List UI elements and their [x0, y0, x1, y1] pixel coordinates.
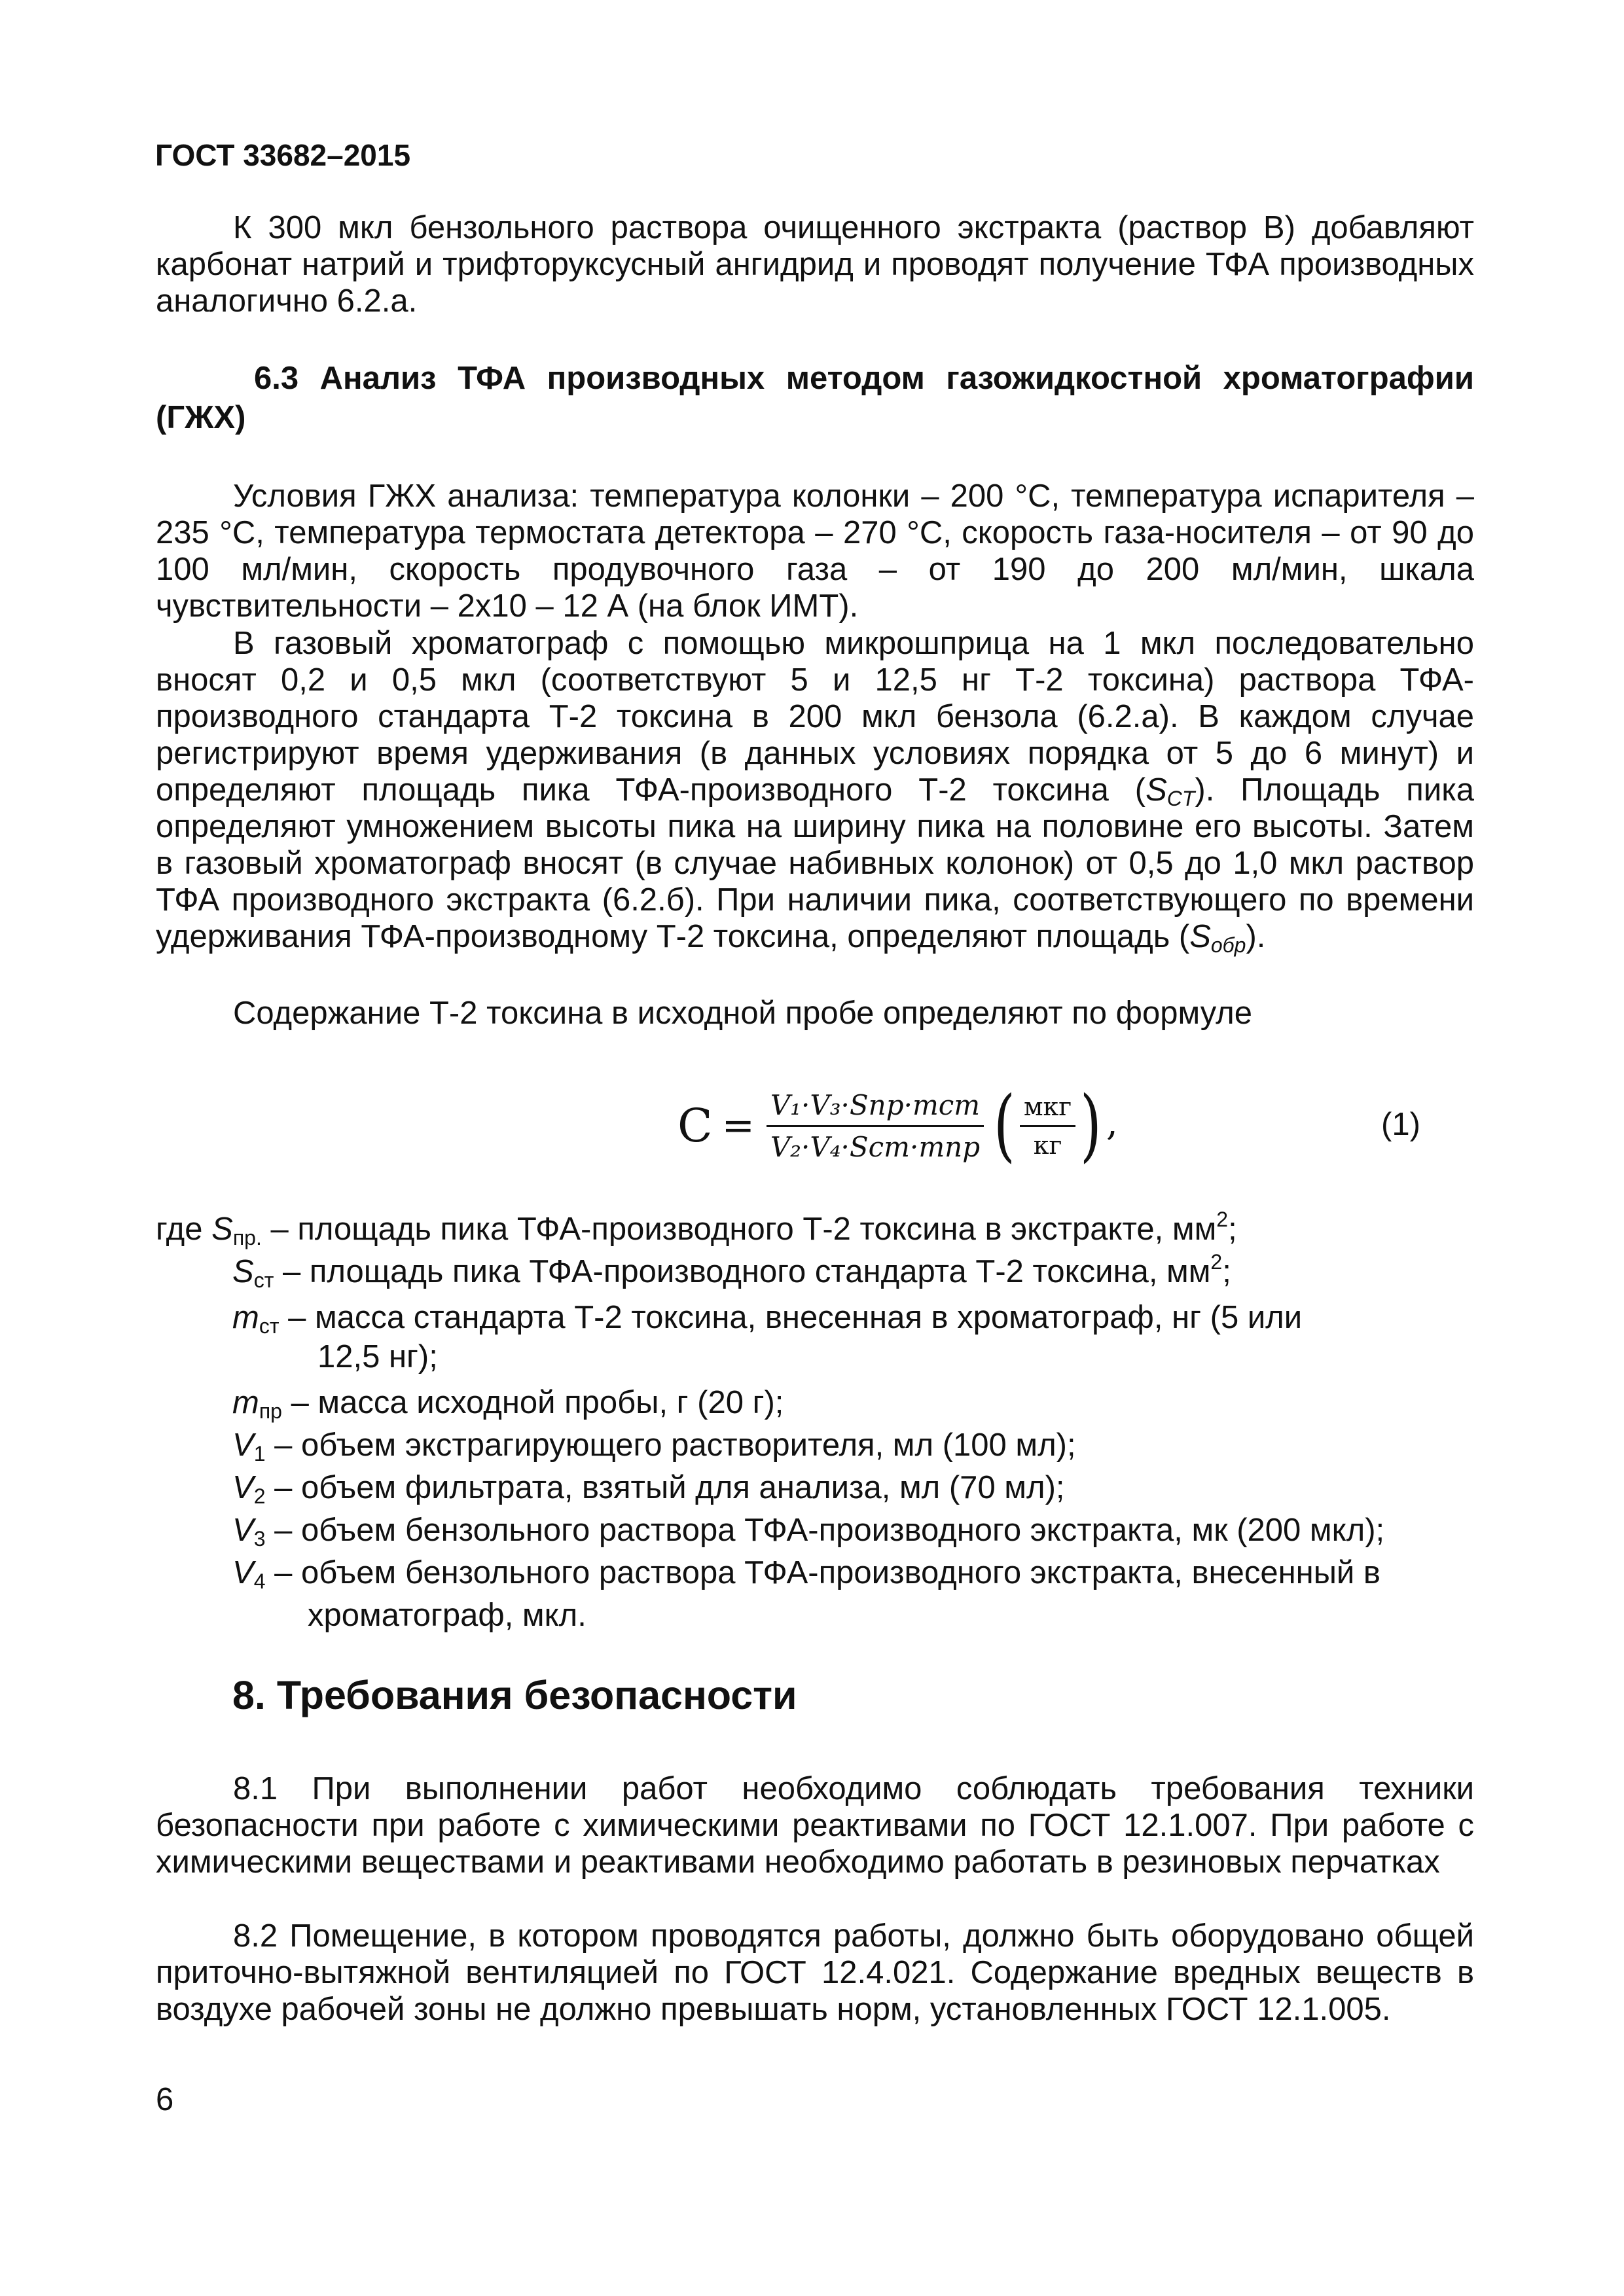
procedure-text-c: ).: [1246, 919, 1266, 954]
formula-lhs: С: [677, 1099, 713, 1153]
definition-symbol: S: [211, 1211, 233, 1247]
definition-line: [232, 1384, 784, 1421]
definition-prefix: где: [156, 1211, 212, 1247]
formula-intro: Содержание Т-2 токсина в исходной пробе определяют по формуле: [233, 996, 1252, 1031]
definition-subscript: пр.: [232, 1226, 262, 1249]
formula-denominator: V₂·V₄·Sст·mпр: [770, 1130, 981, 1163]
formula-numerator: V₁·V₃·Sпр·mст: [767, 1089, 984, 1127]
section-6-3-heading: 6.3 Анализ ТФА производных методом газожидкостной хроматографии (ГЖХ): [156, 361, 1474, 435]
definition-text: хроматограф, мкл.: [308, 1598, 586, 1633]
document-code: ГОСТ 33682–2015: [155, 138, 411, 172]
definition-subscript: пр: [259, 1399, 282, 1423]
unit-fraction: [1020, 1092, 1075, 1160]
definition-text: 12,5 нг);: [317, 1339, 438, 1374]
definition-symbol: V: [232, 1470, 254, 1505]
definition-symbol: V: [232, 1555, 254, 1590]
definition-subscript: ст: [253, 1268, 274, 1292]
page-number: 6: [156, 2082, 174, 2117]
definition-subscript: 2: [253, 1484, 266, 1508]
definition-text: – объем бензольного раствора ТФА-производного экстракта, внесенный в: [265, 1555, 1380, 1590]
definition-text: – объем бензольного раствора ТФА-производного экстракта, мк (200 мкл);: [265, 1513, 1385, 1548]
formula-c: [677, 1073, 1136, 1178]
formula-equals: =: [721, 1103, 755, 1149]
definition-symbol: m: [232, 1300, 259, 1335]
unit-paren-open: (: [994, 1080, 1015, 1171]
definition-line: [232, 1250, 1231, 1292]
definition-symbol: S: [232, 1254, 254, 1289]
definition-line: [232, 1512, 1384, 1549]
gc-procedure-paragraph: [156, 625, 1474, 955]
definition-line: [232, 1469, 1065, 1506]
definition-superscript: 2: [1210, 1250, 1223, 1274]
s-obr-subscript: обр: [1210, 933, 1246, 957]
definition-line: [232, 1427, 1076, 1463]
intro-paragraph: К 300 мкл бензольного раствора очищенного экстракта (раствор В) добавляют карбонат натрий и трифторуксусный ангидрид и проводят получение ТФА производных аналогично 6.2.а.: [156, 210, 1474, 319]
definition-symbol: V: [232, 1513, 254, 1548]
formula-number: (1): [1381, 1107, 1420, 1142]
definition-text: – масса исходной пробы, г (20 г);: [281, 1385, 784, 1420]
definition-superscript: 2: [1216, 1208, 1229, 1231]
section-8-heading: 8. Требования безопасности: [232, 1673, 797, 1717]
definition-line: [317, 1338, 438, 1375]
definition-line: [232, 1554, 1380, 1591]
safety-paragraph-8-2: 8.2 Помещение, в котором проводятся работы, должно быть оборудовано общей приточно-вытяжной вентиляцией по ГОСТ 12.4.021. Содержание вредных веществ в воздухе рабочей зоны не должно превышать норм, установленных ГОСТ 12.1.005.: [156, 1918, 1474, 2027]
gc-conditions-paragraph: Условия ГЖХ анализа: температура колонки – 200 °С, температура испарителя – 235 °С, температура термостата детектора – 270 °С, скорость газа-носителя – от 90 до 100 мл/мин, скорость продувочного газа – от 190 до 200 мл/мин, шкала чувствительности – 2х10 – 12 А (на блок ИМТ).: [156, 478, 1474, 624]
formula-fraction: [767, 1089, 984, 1163]
s-ct-subscript: CT: [1166, 787, 1195, 810]
unit-numerator: мкг: [1020, 1092, 1075, 1127]
definition-subscript: 3: [253, 1527, 266, 1551]
formula-comma: ,: [1106, 1102, 1118, 1144]
definition-subscript: ст: [259, 1314, 280, 1338]
definition-text: – объем экстрагирующего растворителя, мл (100 мл);: [265, 1427, 1076, 1463]
safety-paragraph-8-1: 8.1 При выполнении работ необходимо соблюдать требования техники безопасности при работе с химическими реактивами по ГОСТ 12.1.007. При работе с химическими веществами и реактивами необходимо работать в резиновых перчатках: [156, 1771, 1474, 1880]
definition-text: – масса стандарта Т-2 токсина, внесенная в хроматограф, нг (5 или: [279, 1300, 1303, 1335]
definition-symbol: m: [232, 1385, 259, 1420]
unit-denominator: кг: [1033, 1130, 1062, 1160]
definition-text: – объем фильтрата, взятый для анализа, мл (70 мл);: [265, 1470, 1065, 1505]
definition-subscript: 4: [253, 1570, 266, 1593]
unit-paren-close: ): [1080, 1080, 1102, 1171]
definition-text: – площадь пика ТФА-производного стандарта Т-2 токсина, мм: [274, 1254, 1211, 1289]
definition-text: – площадь пика ТФА-производного Т-2 токсина в экстракте, мм: [261, 1211, 1217, 1247]
s-ct-symbol: S: [1146, 772, 1167, 808]
s-obr-symbol: S: [1189, 919, 1211, 954]
formula-unit: [989, 1080, 1106, 1171]
definition-tail: ;: [1222, 1254, 1231, 1289]
definition-line: [156, 1208, 1237, 1249]
definition-line: [308, 1597, 586, 1634]
procedure-text-b: ). Площадь пика определяют умножением высоты пика на ширину пика на половине его высоты. Затем в газовый хроматограф вносят (в случае набивных колонок) от 0,5 до 1,0 мкл раствор ТФА производного экстракта (6.2.б). При наличии пика, соответствующего по времени удерживания ТФА-производному Т-2 токсина, определяют площадь (: [156, 772, 1474, 954]
definition-tail: ;: [1228, 1211, 1237, 1247]
definition-symbol: V: [232, 1427, 254, 1463]
definition-subscript: 1: [253, 1442, 266, 1465]
definition-line: [232, 1299, 1302, 1336]
procedure-text-a: В газовый хроматограф с помощью микрошприца на 1 мкл последовательно вносят 0,2 и 0,5 мкл (соответствуют 5 и 12,5 нг Т-2 токсина) раствора ТФА-производного стандарта Т-2 токсина в 200 мкл бензола (6.2.а). В каждом случае регистрируют время удерживания (в данных условиях порядка от 5 до 6 минут) и определяют площадь пика ТФА-производного Т-2 токсина (: [156, 626, 1474, 808]
